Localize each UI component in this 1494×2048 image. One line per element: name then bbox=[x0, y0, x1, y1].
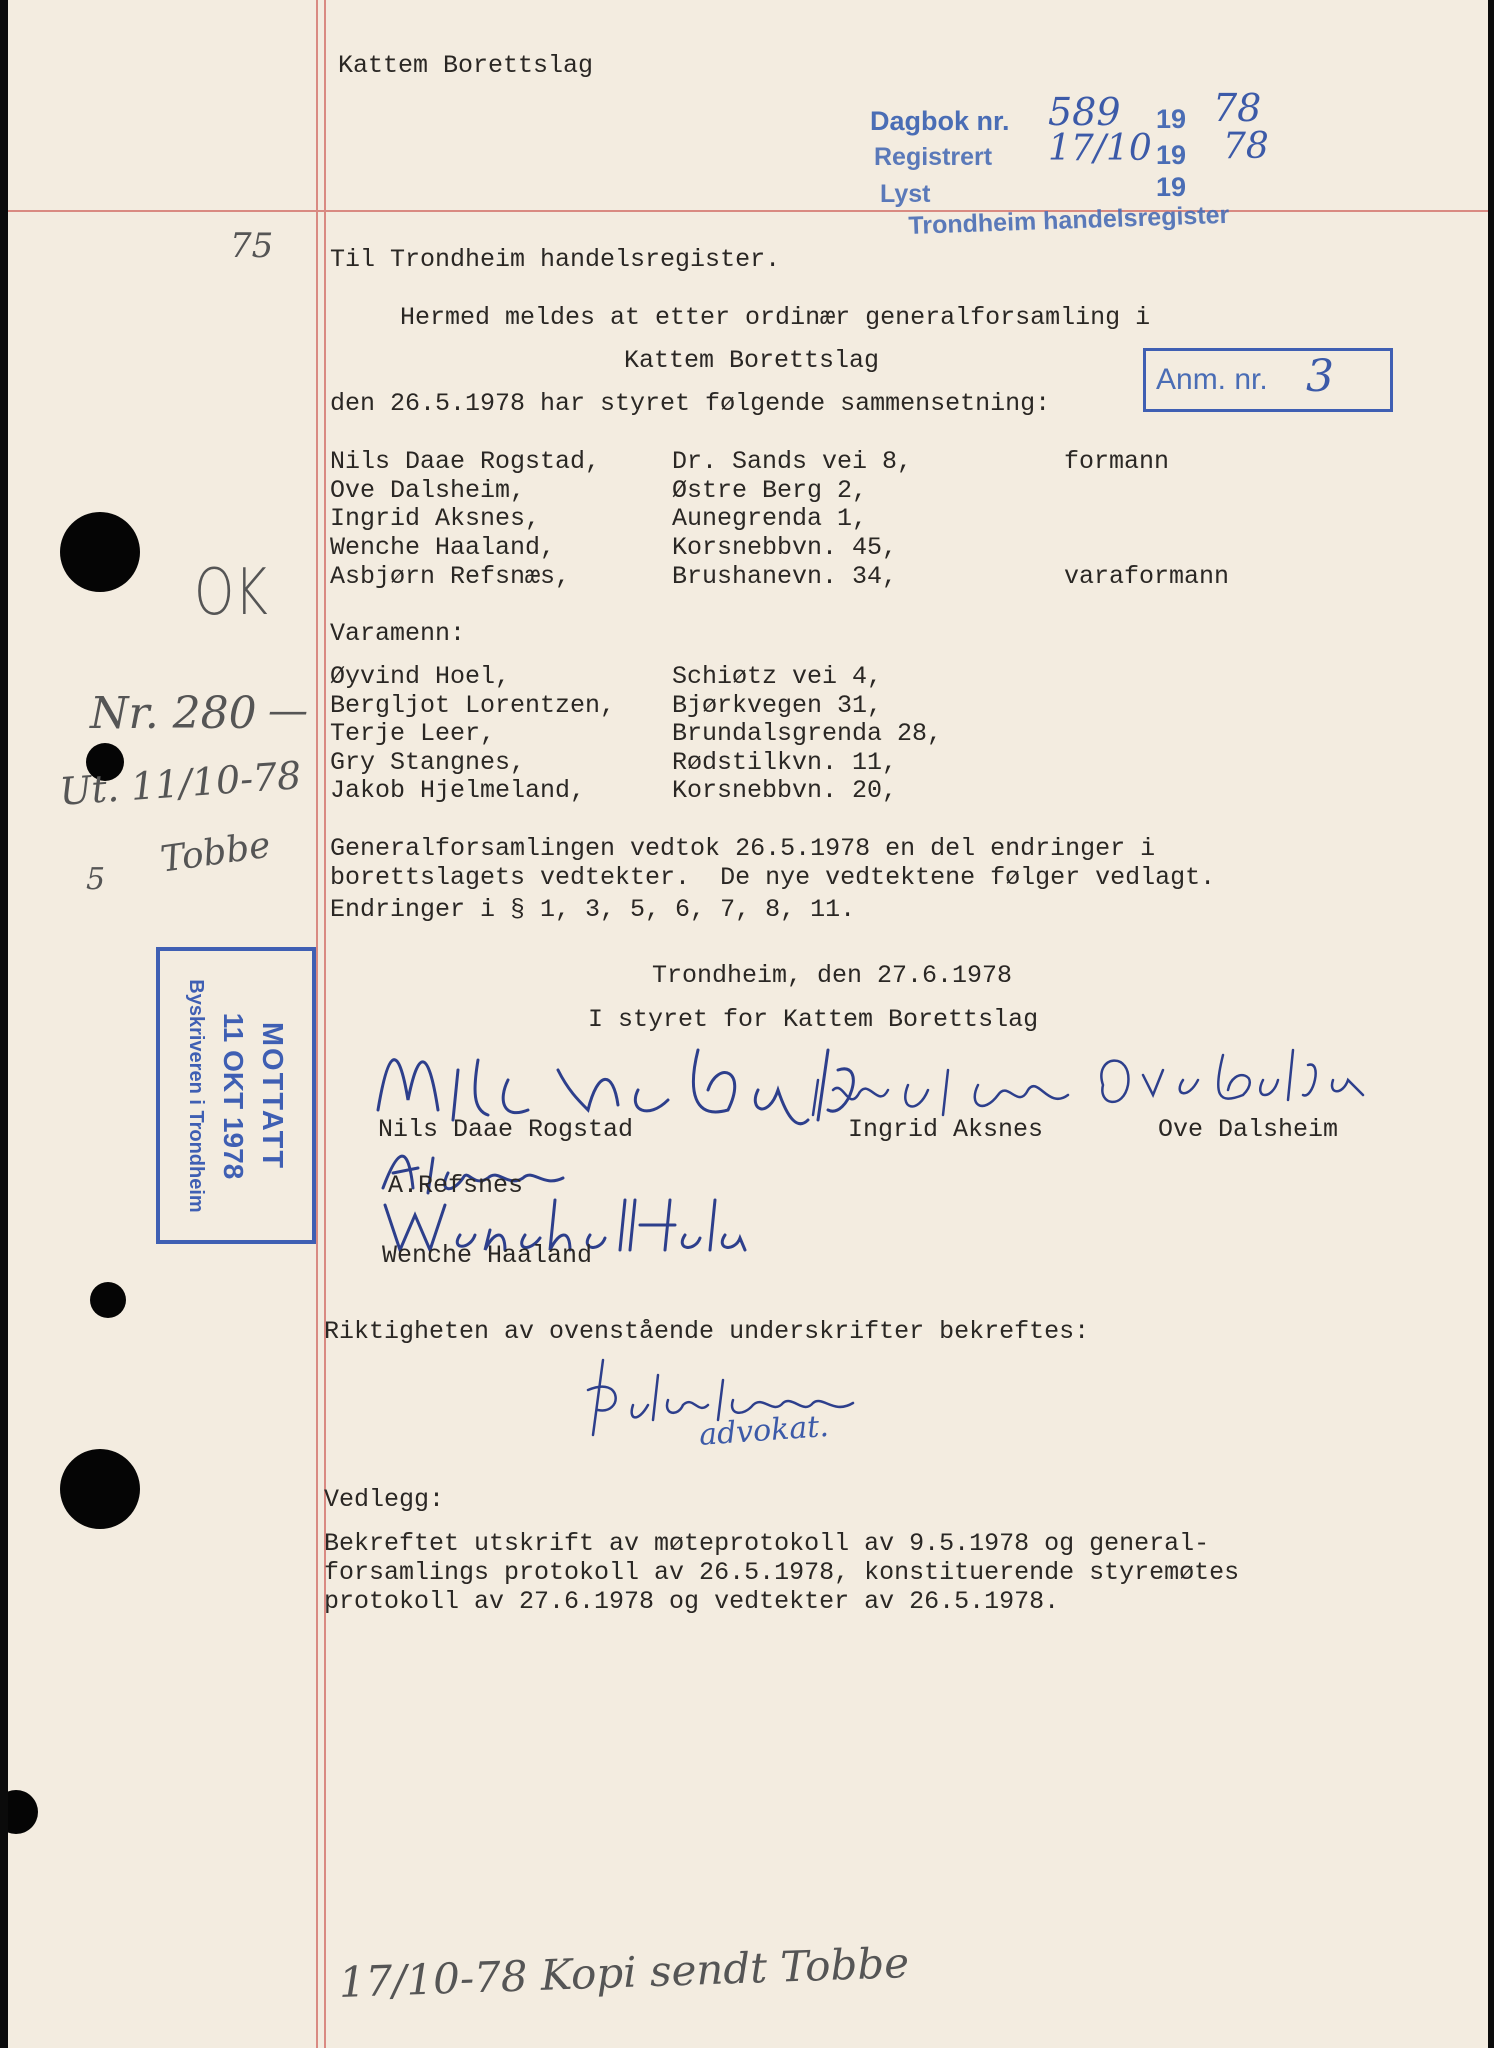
varamann-name: Gry Stangnes, bbox=[330, 748, 526, 777]
varamann-name: Øyvind Hoel, bbox=[330, 662, 511, 691]
varamann-name: Bergljot Lorentzen, bbox=[330, 691, 616, 720]
para-line2: borettslagets vedtekter. De nye vedtektene følger vedlagt. bbox=[330, 863, 1216, 892]
registrert-date: 17/10 bbox=[1048, 128, 1152, 169]
board-for: I styret for Kattem Borettslag bbox=[588, 1005, 1039, 1034]
footer-note: 17/10-78 Kopi sendt Tobbe bbox=[338, 1938, 910, 2007]
varamenn-heading: Varamenn: bbox=[330, 619, 466, 648]
advokat-title: advokat. bbox=[698, 1408, 830, 1453]
varamann-name: Jakob Hjelmeland, bbox=[330, 776, 586, 805]
punch-hole bbox=[60, 512, 140, 592]
registrert-label: Registrert bbox=[874, 143, 993, 171]
punch-hole bbox=[8, 1790, 38, 1834]
board-address: Østre Berg 2, bbox=[672, 476, 868, 505]
dagbok-label: Dagbok nr. bbox=[870, 106, 1010, 136]
certification: Riktigheten av ovenstående underskrifter bekreftes: bbox=[324, 1317, 1090, 1346]
board-address: Brushanevn. 34, bbox=[672, 562, 898, 591]
margin-date: Ut. 11/10-78 bbox=[58, 753, 303, 814]
varamann-address: Brundalsgrenda 28, bbox=[672, 719, 943, 748]
dagbok-year-prefix: 19 bbox=[1156, 104, 1187, 134]
board-address: Aunegrenda 1, bbox=[672, 504, 868, 533]
board-role: varaformann bbox=[1064, 562, 1230, 591]
margin-line-left-inner bbox=[324, 0, 326, 2048]
margin-page-number: 75 bbox=[230, 226, 274, 266]
margin-count: 5 bbox=[86, 862, 106, 897]
margin-nr: Nr. 280 bbox=[90, 688, 257, 739]
signatory-name: Ingrid Aksnes bbox=[848, 1115, 1044, 1144]
board-address: Korsnebbvn. 45, bbox=[672, 533, 898, 562]
margin-name: Tobbe bbox=[158, 824, 273, 881]
board-name: Nils Daae Rogstad, bbox=[330, 447, 601, 476]
board-name: Wenche Haaland, bbox=[330, 533, 556, 562]
board-role: formann bbox=[1064, 447, 1170, 476]
mottatt-line3: Byskriveren i Trondheim bbox=[185, 978, 207, 1213]
para-line1: Generalforsamlingen vedtok 26.5.1978 en del endringer i bbox=[330, 834, 1156, 863]
document-page bbox=[8, 0, 1488, 2048]
para-line3: Endringer i § 1, 3, 5, 6, 7, 8, 11. bbox=[330, 895, 856, 924]
vedlegg-line3: protokoll av 27.6.1978 og vedtekter av 26.5.1978. bbox=[324, 1587, 1060, 1616]
place-date: Trondheim, den 27.6.1978 bbox=[652, 961, 1013, 990]
registrert-year-prefix: 19 bbox=[1156, 140, 1187, 170]
varamann-address: Korsnebbvn. 20, bbox=[672, 776, 898, 805]
dagbok-number: 589 bbox=[1048, 90, 1121, 134]
signature-ingrid-aksnes bbox=[808, 1040, 1088, 1120]
signatory-name: Nils Daae Rogstad bbox=[378, 1115, 634, 1144]
registrert-year: 78 bbox=[1223, 126, 1269, 167]
lyst-year-prefix: 19 bbox=[1156, 172, 1187, 202]
board-address: Dr. Sands vei 8, bbox=[672, 447, 913, 476]
anm-number: 3 bbox=[1306, 351, 1334, 402]
punch-hole bbox=[60, 1449, 140, 1529]
board-name: Ove Dalsheim, bbox=[330, 476, 526, 505]
margin-line-top bbox=[8, 210, 1488, 212]
signature-ove-dalsheim bbox=[1093, 1035, 1393, 1115]
varamann-address: Bjørkvegen 31, bbox=[672, 691, 883, 720]
dagbok-year: 78 bbox=[1213, 86, 1262, 130]
margin-ok: OK bbox=[194, 556, 268, 630]
intro-line2: Kattem Borettslag bbox=[624, 346, 880, 375]
board-name: Asbjørn Refsnæs, bbox=[330, 562, 571, 591]
margin-dash: — bbox=[268, 688, 308, 734]
signatory-name: Ove Dalsheim bbox=[1158, 1115, 1339, 1144]
anm-stamp bbox=[1143, 348, 1393, 412]
signatory-name: A.Refsnes bbox=[388, 1171, 524, 1200]
varamann-address: Schiøtz vei 4, bbox=[672, 662, 883, 691]
intro-line1: Hermed meldes at etter ordinær generalforsamling i bbox=[400, 303, 1151, 332]
board-name: Ingrid Aksnes, bbox=[330, 504, 541, 533]
vedlegg-line2: forsamlings protokoll av 26.5.1978, konstituerende styremøtes bbox=[324, 1558, 1240, 1587]
signatory-name: Wenche Haaland bbox=[382, 1241, 593, 1270]
vedlegg-heading: Vedlegg: bbox=[324, 1485, 445, 1514]
mottatt-line2: 11 OKT 1978 bbox=[218, 1012, 249, 1179]
mottatt-stamp bbox=[156, 947, 316, 1244]
register-name: Trondheim handelsregister bbox=[908, 200, 1230, 240]
anm-label: Anm. nr. bbox=[1156, 363, 1268, 396]
addressee: Til Trondheim handelsregister. bbox=[330, 245, 781, 274]
mottatt-line1: MOTTATT bbox=[256, 1021, 288, 1170]
margin-line-left bbox=[316, 0, 318, 2048]
header-org-name: Kattem Borettslag bbox=[338, 51, 594, 80]
varamann-address: Rødstilkvn. 11, bbox=[672, 748, 898, 777]
lyst-label: Lyst bbox=[880, 180, 931, 208]
vedlegg-line1: Bekreftet utskrift av møteprotokoll av 9.5.1978 og general- bbox=[324, 1529, 1210, 1558]
intro-line3: den 26.5.1978 har styret følgende sammensetning: bbox=[330, 389, 1051, 418]
punch-hole bbox=[90, 1282, 126, 1318]
varamann-name: Terje Leer, bbox=[330, 719, 496, 748]
